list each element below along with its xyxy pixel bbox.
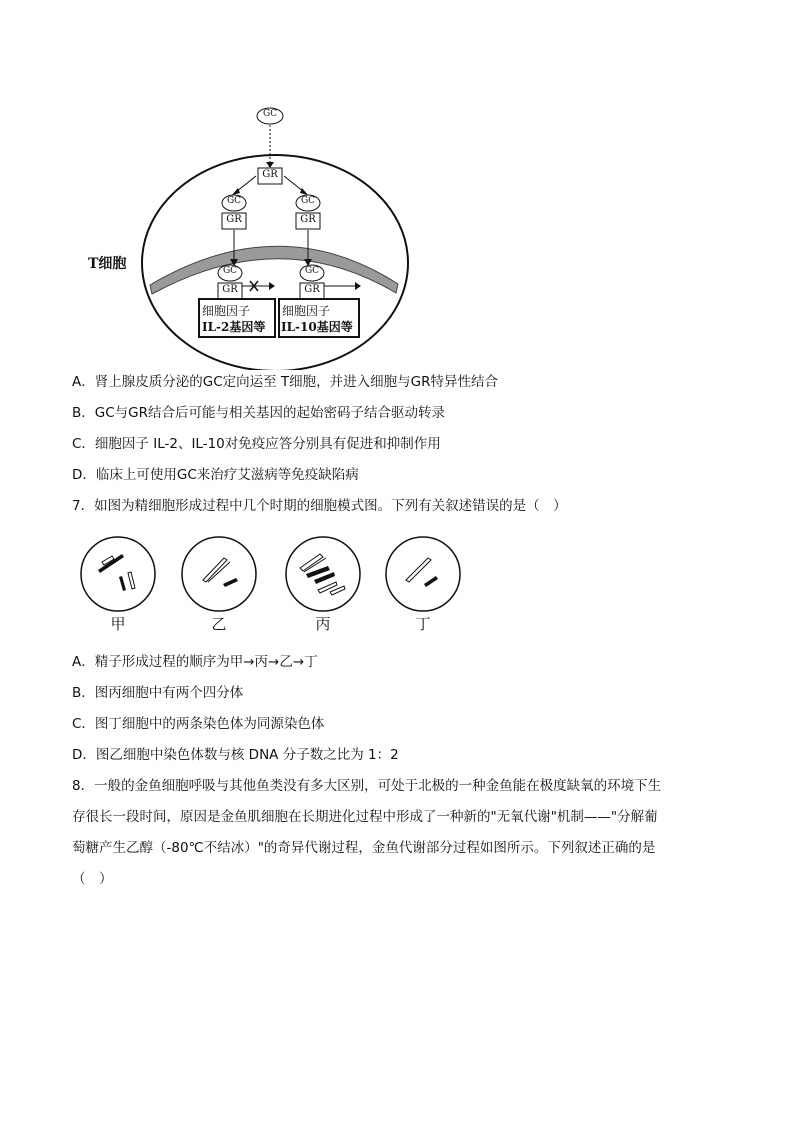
- cell-ding: [386, 537, 460, 611]
- q6-option-a: A．肾上腺皮质分泌的GC定向运至 T细胞，并进入细胞与GR特异性结合: [72, 374, 499, 390]
- gc-right-text: GC: [300, 196, 316, 206]
- gc-left-text: GC: [226, 196, 242, 206]
- t-cell-label: T细胞: [88, 256, 127, 272]
- q6-option-b: B．GC与GR结合后可能与相关基因的起始密码子结合驱动转录: [72, 405, 445, 421]
- q7-option-c: C．图丁细胞中的两条染色体为同源染色体: [72, 716, 325, 732]
- gr-nuclear-right-text: GR: [304, 284, 320, 295]
- q7-option-a: A．精子形成过程的顺序为甲→丙→乙→丁: [72, 654, 318, 670]
- cell-jia: [81, 537, 155, 611]
- q8-line3: 萄糖产生乙醇（-80℃不结冰）"的奇异代谢过程，金鱼代谢部分过程如图所示。下列叙述正确的是: [72, 840, 656, 856]
- cell-bing: [286, 537, 360, 611]
- q6-option-d: D．临床上可使用GC来治疗艾滋病等免疫缺陷病: [72, 467, 359, 483]
- cell-yi: [182, 537, 256, 611]
- q6-option-c: C．细胞因子 IL-2、IL-10对免疫应答分别具有促进和抑制作用: [72, 436, 441, 452]
- q7-cell-figures: [78, 532, 468, 618]
- gene-box-il2-line2: IL-2基因等: [202, 320, 266, 334]
- q8-line1: 8．一般的金鱼细胞呼吸与其他鱼类没有多大区别，可处于北极的一种金鱼能在极度缺氧的环境下生: [72, 778, 662, 794]
- gr-top-text: GR: [262, 169, 278, 180]
- gene-box-il2-line1: 细胞因子: [202, 304, 251, 318]
- q7-option-d: D．图乙细胞中染色体数与核 DNA 分子数之比为 1：2: [72, 747, 399, 763]
- nuclear-envelope: [150, 246, 398, 294]
- label-yi: 乙: [211, 615, 227, 633]
- label-bing: 丙: [315, 615, 331, 633]
- q8-line4: （ ）: [72, 871, 113, 887]
- q7-stem: 7．如图为精细胞形成过程中几个时期的细胞模式图。下列有关叙述错误的是（ ）: [72, 498, 567, 514]
- label-ding: 丁: [415, 615, 431, 633]
- gr-right-text: GR: [300, 214, 316, 225]
- q8-line2: 存很长一段时间，原因是金鱼肌细胞在长期进化过程中形成了一种新的"无氧代谢"机制——"分解葡: [72, 809, 658, 825]
- gr-left-text: GR: [226, 214, 242, 225]
- label-jia: 甲: [110, 615, 126, 633]
- gr-nuclear-left-text: GR: [222, 284, 238, 295]
- gene-box-il10-line2: IL-10基因等: [281, 320, 353, 334]
- q7-option-b: B．图丙细胞中有两个四分体: [72, 685, 244, 701]
- gc-nuclear-left-text: GC: [222, 266, 238, 276]
- gc-top-text: GC: [262, 109, 278, 119]
- gene-box-il10-line1: 细胞因子: [282, 304, 331, 318]
- gc-nuclear-right-text: GC: [304, 266, 320, 276]
